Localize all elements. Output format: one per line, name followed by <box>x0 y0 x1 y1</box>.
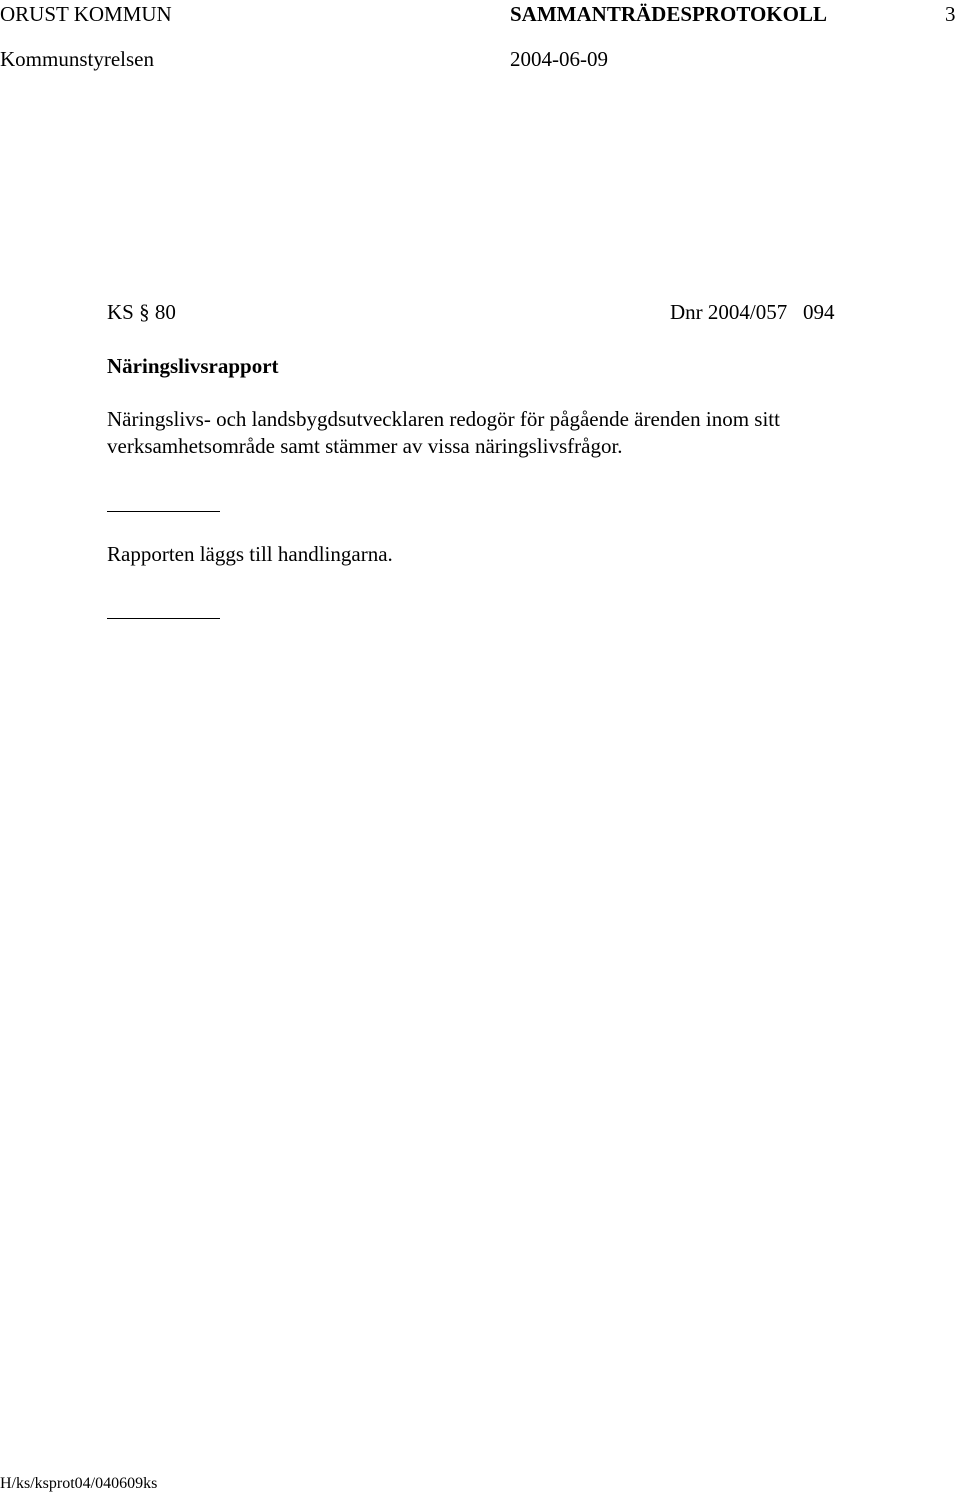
separator-line <box>107 618 220 619</box>
separator-line <box>107 511 220 512</box>
committee-name: Kommunstyrelsen <box>0 47 154 71</box>
organization-name: ORUST KOMMUN <box>0 2 172 26</box>
diary-number: Dnr 2004/057 094 <box>670 300 835 324</box>
meeting-date: 2004-06-09 <box>510 47 608 71</box>
body-text-line-2: verksamhetsområde samt stämmer av vissa näringslivsfrågor. <box>107 434 623 458</box>
document-type: SAMMANTRÄDESPROTOKOLL <box>510 2 827 26</box>
footer-file-path: H/ks/ksprot04/040609ks <box>0 1475 158 1492</box>
page-number: 3 <box>945 2 956 26</box>
paragraph-reference: KS § 80 <box>107 300 176 324</box>
section-title: Näringslivsrapport <box>107 354 279 378</box>
decision-text: Rapporten läggs till handlingarna. <box>107 542 393 566</box>
body-text-line-1: Näringslivs- och landsbygdsutvecklaren redogör för pågående ärenden inom sitt <box>107 407 780 431</box>
